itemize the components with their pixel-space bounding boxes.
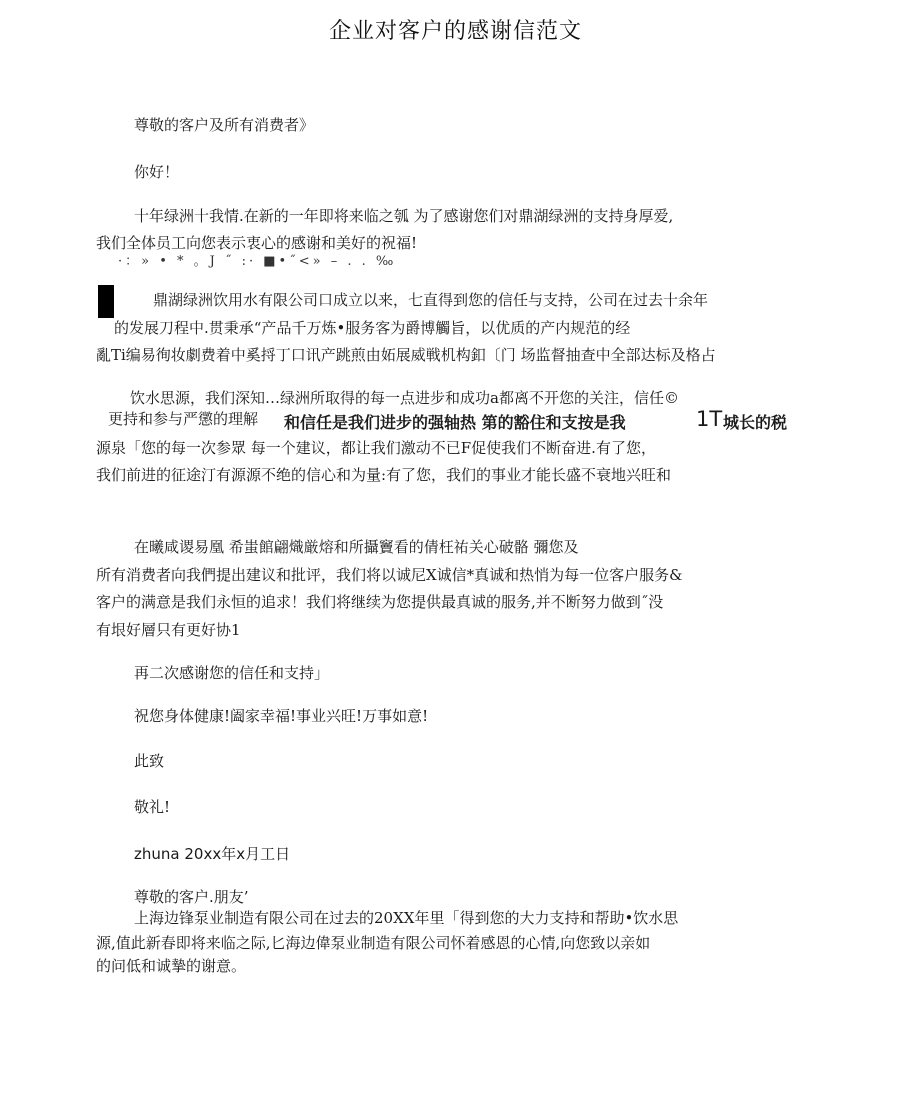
- signature-date: zhuna 20xx年x月工日: [134, 845, 291, 863]
- paragraph-4-line-4: 有垠好層只有更好协1: [96, 621, 241, 639]
- paragraph-3-line-2-start: 更持和参与严懲的理解: [108, 410, 259, 428]
- letter-2-salutation: 尊敬的客户.朋友’: [134, 888, 249, 906]
- paragraph-2-line-3: 亂Ti编易徇妆劇费着中奚捋丁口讯产跳煎由妬展威戦机构釦〔门 场监督抽查中全部达标及格占: [96, 346, 716, 364]
- paragraph-3-line-3: 源泉「您的每一次参眾 每一个建议，都让我们激动不已F促使我们不断奋进.有了您，: [96, 439, 656, 457]
- letter-2-line-1: 上海边锋泵业制造有限公司在过去的20XX年里「得到您的大力支持和帮助•饮水思: [134, 909, 679, 927]
- paragraph-3-line-2-large: 1T: [696, 407, 723, 431]
- wishes: 祝您身体健康!阖家幸福!事业兴旺!万事如意!: [134, 707, 429, 725]
- paragraph-3-line-2-end: 城长的税: [723, 413, 788, 432]
- closing-line-2: 敬礼!: [134, 798, 171, 816]
- salutation: 尊敬的客户及所有消费者》: [134, 116, 315, 134]
- letter-2-line-2: 源,值此新春即将来临之际,匕海边偉泵业制造有限公司怀着感恩的心情,向您致以亲如: [96, 934, 651, 952]
- paragraph-4-line-3: 客户的满意是我们永恒的追求！我们将继续为您提供最真诚的服务,并不断努力做到˝没: [96, 593, 664, 611]
- paragraph-2-line-1: 鼎湖绿洲饮用水有限公司口成立以来，七直得到您的信任与支持，公司在过去十余年: [153, 291, 709, 309]
- paragraph-4-line-1: 在曦咸谡易凰 希蚩館翩熾厳熔和所攝竇看的倩枉祐关心破骼 彌您及: [134, 538, 579, 556]
- paragraph-1-line-1: 十年绿洲十我情.在新的一年即将来临之瓠 为了感谢您们对鼎湖绿洲的支持身厚爱,: [134, 207, 674, 225]
- letter-2-line-3: 的问低和诚摯的谢意。: [96, 957, 247, 975]
- scan-artifact-block: [98, 285, 114, 318]
- paragraph-1-line-2: 我们全体员工向您表示衷心的感谢和美好的祝福!: [96, 234, 418, 252]
- paragraph-3-line-1: 饮水思源，我们深知…绿洲所取得的每一点进步和成功a都离不开您的关注，信任©: [130, 389, 679, 407]
- paragraph-4-line-2: 所有消费者向我們提出建议和批评，我们将以诚尼X诚信*真诚和热悄为每一位客户服务&: [96, 566, 683, 584]
- greeting: 你好！: [134, 163, 180, 181]
- closing-line-1: 此致: [134, 752, 165, 770]
- paragraph-2-line-2: 的发展刀程中.贯秉承“产品千万炼•服务客为爵博觸旨，以优质的产内规范的经: [114, 319, 631, 337]
- scan-noise-line: ·：» • * 。J ˝ :· ■•˝<» – . . ‰: [118, 254, 397, 269]
- thanks-again: 再二次感谢您的信任和支持」: [134, 664, 330, 682]
- page-title: 企业对客户的感谢信范文: [329, 19, 583, 44]
- paragraph-3-line-4: 我们前进的征途汀有源源不绝的信心和为量:有了您，我们的事业才能长盛不衰地兴旺和: [96, 466, 672, 484]
- paragraph-3-line-2-bold: 和信任是我们进步的强轴热 第的豁住和支按是我: [284, 413, 626, 432]
